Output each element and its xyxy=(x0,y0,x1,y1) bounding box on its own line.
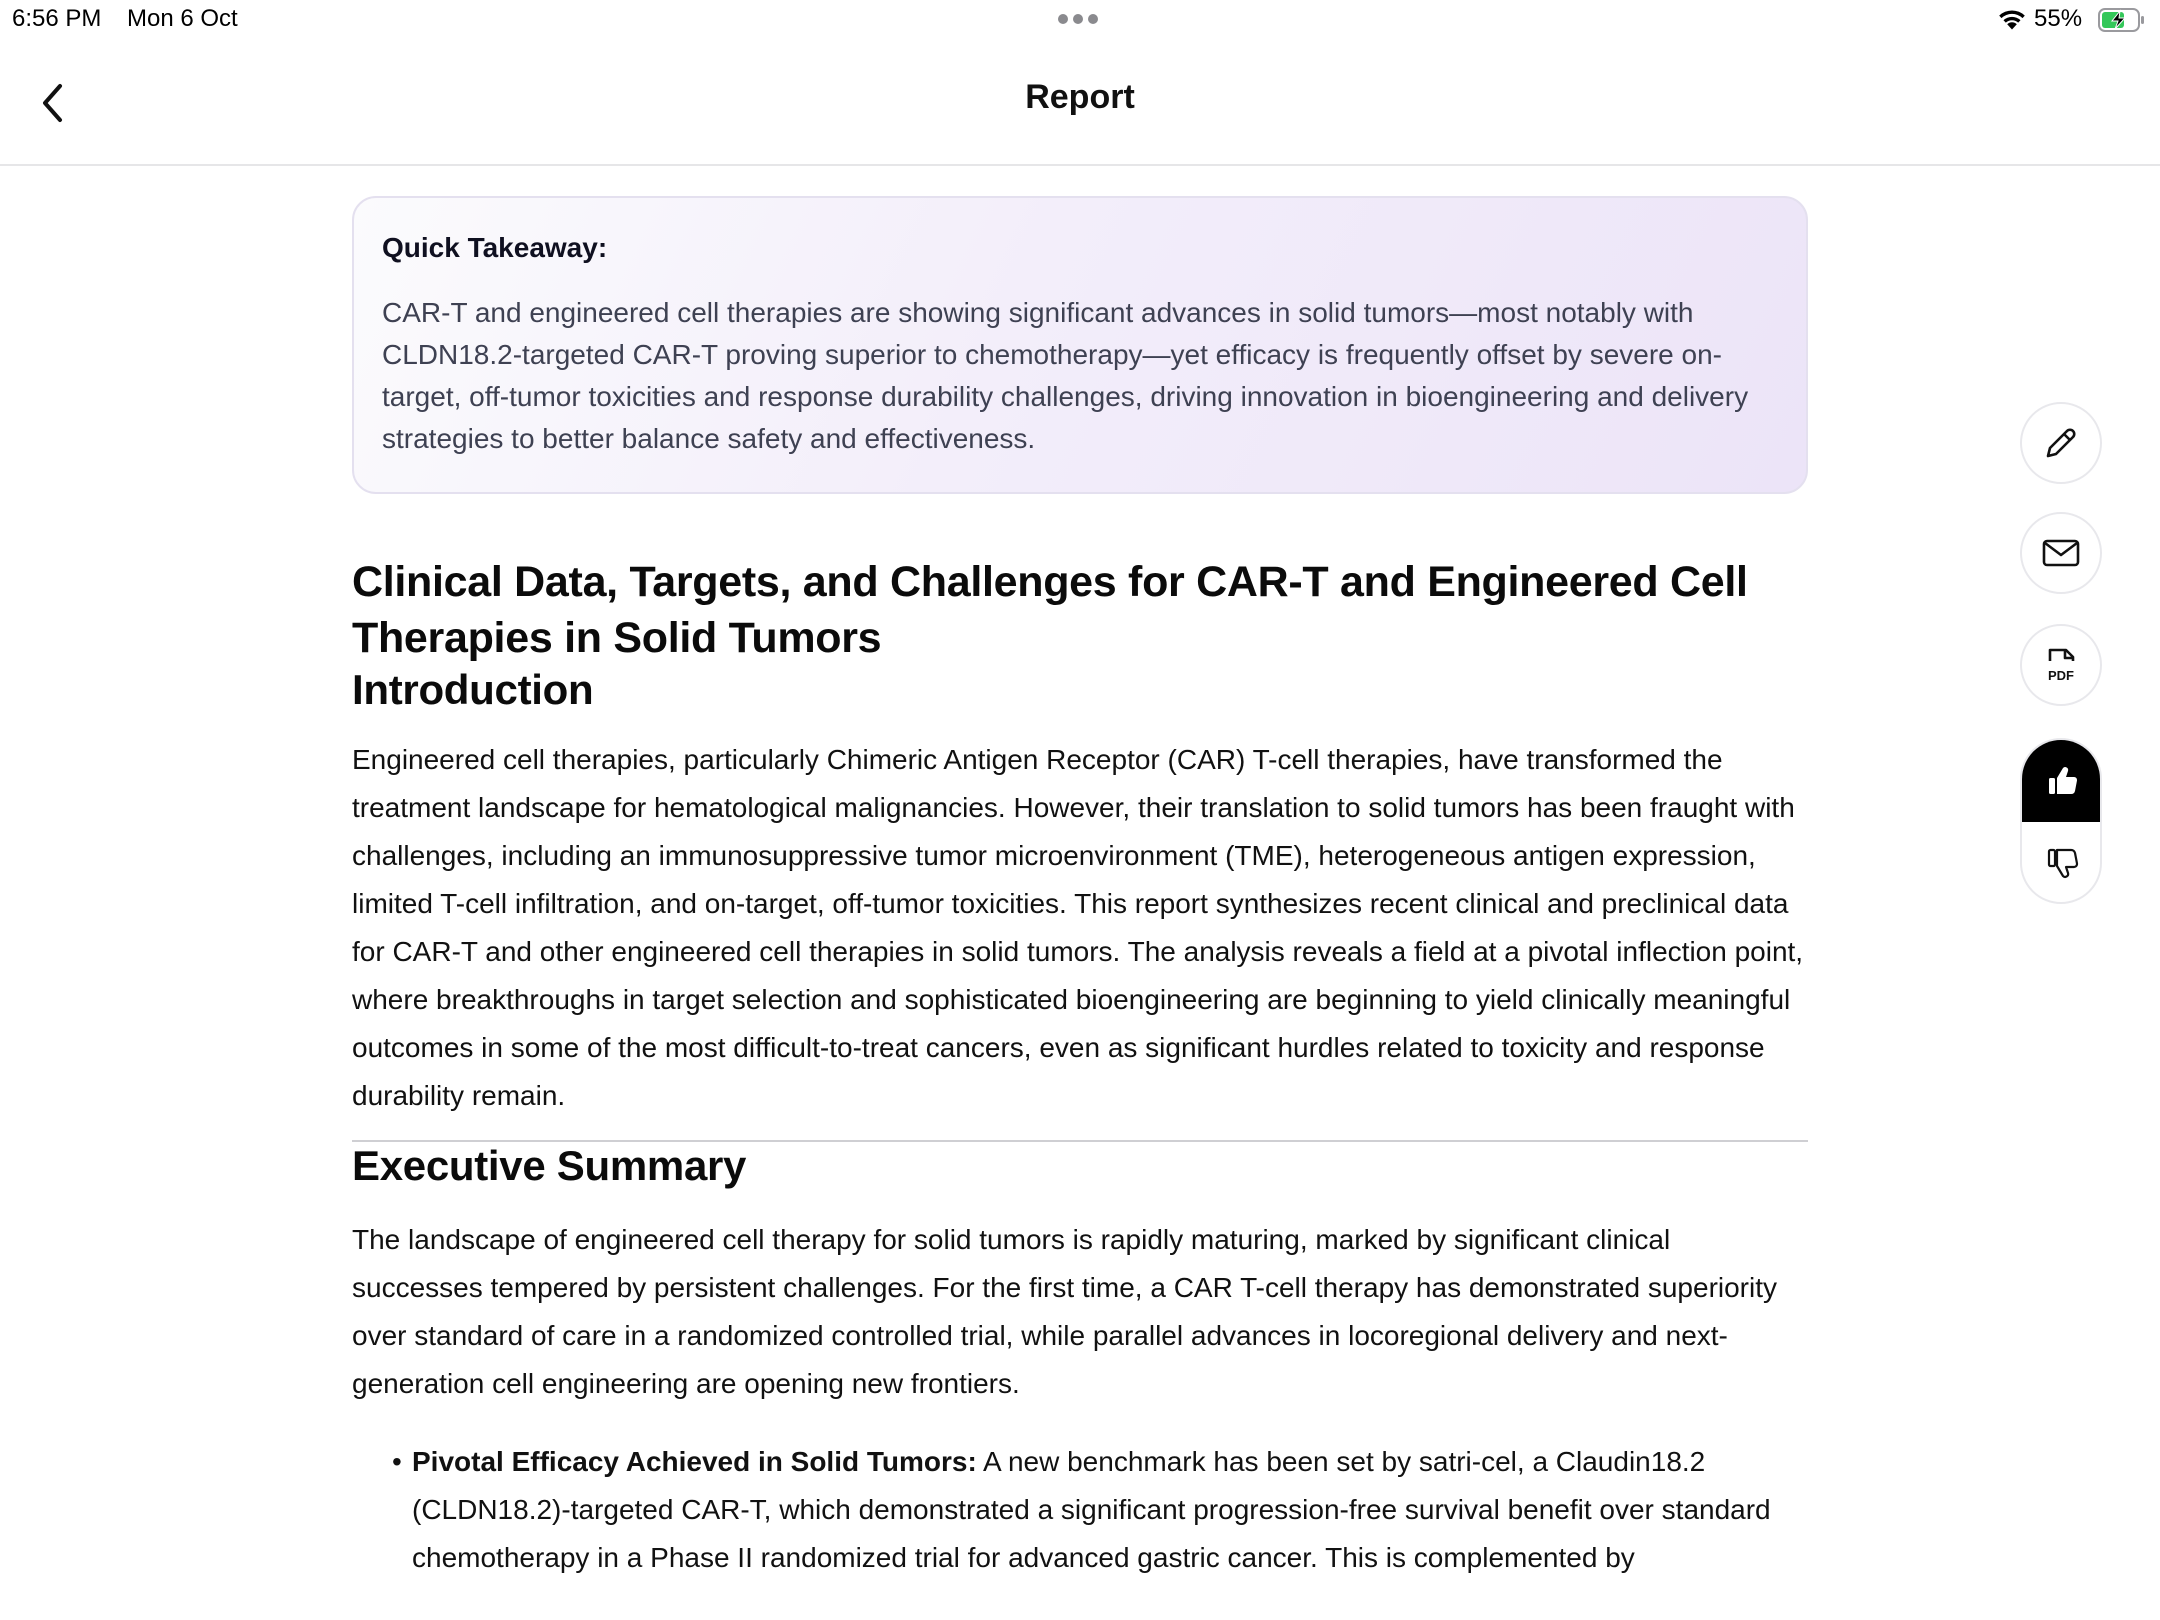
report-title: Clinical Data, Targets, and Challenges for CAR-T and Engineered Cell Therapies in Solid Tumors xyxy=(352,558,1748,662)
export-pdf-button[interactable] xyxy=(2020,624,2102,706)
bullet-heading: Pivotal Efficacy Achieved in Solid Tumors: xyxy=(412,1446,977,1477)
list-item xyxy=(352,1438,1808,1582)
mail-icon xyxy=(2041,537,2081,569)
battery-percent: 55% xyxy=(2034,5,2083,32)
multitasking-dots-icon[interactable] xyxy=(1058,14,1098,24)
thumbs-down-icon xyxy=(2046,846,2080,880)
takeaway-title: Quick Takeaway: xyxy=(382,232,608,263)
thumbs-up-icon xyxy=(2046,764,2080,798)
feedback-vote-group xyxy=(2020,738,2102,904)
executive-summary-heading: Executive Summary xyxy=(352,1142,747,1189)
status-bar xyxy=(0,0,2160,40)
quick-takeaway-card xyxy=(352,196,1808,494)
dislike-button[interactable] xyxy=(2022,822,2102,904)
page-title: Report xyxy=(1025,78,1135,116)
introduction-heading: Introduction xyxy=(352,666,594,713)
takeaway-text: CAR-T and engineered cell therapies are showing significant advances in solid tumors—most notably with CLDN18.2-targeted CAR-T proving superior to chemotherapy—yet efficacy is frequently offset by severe on-target, off-tumor toxicities and response durability challenges, driving innovation in bioengineering and delivery strategies to better balance safety and effectiveness. xyxy=(382,297,1749,454)
edit-button[interactable] xyxy=(2020,402,2102,484)
report-content xyxy=(352,196,1808,1582)
bullet-text: A new benchmark has been set by satri-cel, a Claudin18.2 (CLDN18.2)-targeted CAR-T, which demonstrated a significant progression-free survival benefit over standard chemotherapy in a Phase II randomized trial for advanced gastric cancer. This is complemented by xyxy=(412,1446,1771,1573)
pdf-label: PDF xyxy=(2048,668,2074,683)
status-time: 6:56 PM xyxy=(12,5,102,32)
email-button[interactable] xyxy=(2020,512,2102,594)
wifi-icon xyxy=(1996,8,2028,32)
introduction-text: Engineered cell therapies, particularly Chimeric Antigen Receptor (CAR) T-cell therapies, have transformed the treatment landscape for hematological malignancies. However, their translation to solid tumors has been fraught with challenges, including an immunosuppressive tumor microenvironment (TME), heterogeneous antigen expression, limited T-cell infiltration, and on-target, off-tumor toxicities. This report synthesizes recent clinical and preclinical data for CAR-T and other engineered cell therapies in solid tumors. The analysis reveals a field at a pivotal inflection point, where breakthroughs in target selection and sophisticated bioengineering are beginning to yield clinically meaningful outcomes in some of the most difficult-to-treat cancers, even as significant hurdles related to toxicity and response durability remain. xyxy=(352,744,1804,1111)
pencil-icon xyxy=(2042,424,2080,462)
status-date: Mon 6 Oct xyxy=(127,5,238,32)
pdf-icon xyxy=(2041,645,2081,685)
summary-bullet-list xyxy=(352,1438,1808,1582)
like-button[interactable] xyxy=(2022,740,2102,822)
battery-charging-icon xyxy=(2098,8,2146,32)
nav-bar xyxy=(0,40,2160,166)
bullet-dot: • xyxy=(392,1446,402,1477)
executive-summary-text: The landscape of engineered cell therapy for solid tumors is rapidly maturing, marked by significant clinical successes tempered by persistent challenges. For the first time, a CAR T-cell therapy has demonstrated superiority over standard of care in a randomized controlled trial, while parallel advances in locoregional delivery and next-generation cell engineering are opening new frontiers. xyxy=(352,1224,1778,1399)
